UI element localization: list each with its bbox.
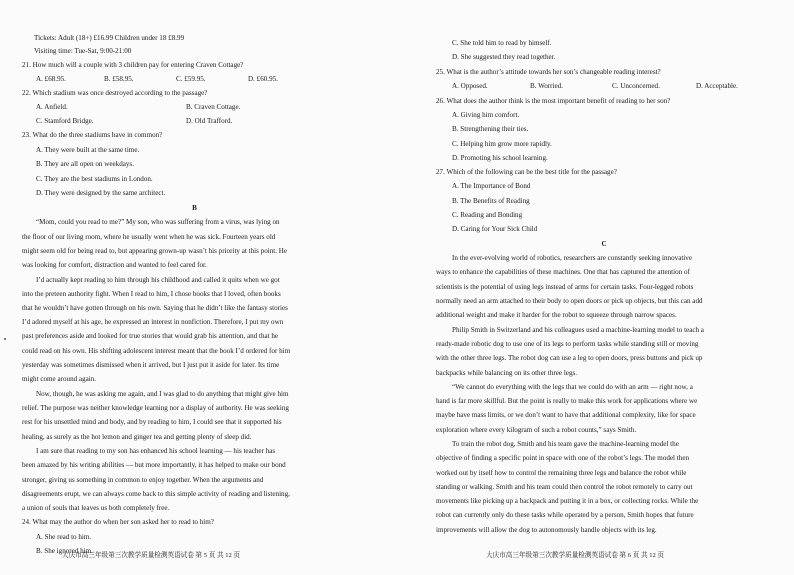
right-page-footer: 大庆市高三年级第三次教学质量检测英语试卷 第 6 页 共 12 页 <box>486 552 665 559</box>
passage-b-line: Now, though, he was asking me again, and I was glad to do anything that might give him <box>36 390 289 398</box>
q23-stem: 23. What do the three stadiums have in common? <box>22 131 163 139</box>
passage-c-line: robot can currently only do these tasks while operated by a person, Smith hopes that future <box>436 511 694 519</box>
section-b-heading: B <box>192 204 197 212</box>
passage-c-line: worked out by itself how to control the remaining three legs and balance the robot while <box>436 469 687 477</box>
passage-b-line: into the preteen authority fight. When I read to him, I chose books that I loved, often books <box>22 290 281 298</box>
passage-b-line: stronger, giving us something in common to enjoy together. When the arguments and <box>22 476 264 484</box>
q27-option-a[interactable]: A. The Importance of Bond <box>452 182 531 190</box>
q26-option-c[interactable]: C. Helping him grow more rapidly. <box>452 140 552 148</box>
q26-stem: 26. What does the author think is the most important benefit of reading to her son? <box>436 97 671 105</box>
passage-c-line: exploration where every kilogram of such a robot counts,” says Smith. <box>436 426 637 434</box>
q22-stem: 22. Which stadium was once destroyed according to the passage? <box>22 89 208 97</box>
q23-option-d[interactable]: D. They were designed by the same architect. <box>36 189 166 197</box>
passage-c-line: hand is far more skillful. But the point is really to make this work for applications where we <box>436 397 698 405</box>
passage-c-line: scientists is the potential of using legs instead of arms for certain tasks. Four-legged robots <box>436 283 694 291</box>
passage-c-line: improvements will allow the dog to autonomously handle objects with its leg. <box>436 526 657 534</box>
q21-stem: 21. How much will a couple with 3 children pay for entering Craven Cottage? <box>22 61 244 69</box>
passage-c-line: maybe have mass limits, or we don’t want to have that additional complexity, like for space <box>436 411 696 419</box>
passage-b-line: that he wouldn’t have gotten through on his own. Saying that he didn’t like the fantasy stories <box>22 304 288 312</box>
q23-option-a[interactable]: A. They were built at the same time. <box>36 146 140 154</box>
passage-c-line: additional weight and make it harder for the robot to squeeze through narrow spaces. <box>436 311 677 319</box>
passage-c-line: objective of finding a specific point in space with one of the robot’s legs. The model then <box>436 454 690 462</box>
q22-option-c[interactable]: C. Stamford Bridge. <box>36 117 94 125</box>
passage-b-line: might come around again. <box>22 375 97 383</box>
q25-stem: 25. What is the author’s attitude towards her son’s changeable reading interest? <box>436 68 661 76</box>
q25-option-c[interactable]: C. Unconcerned. <box>612 82 660 90</box>
q27-option-c[interactable]: C. Reading and Bonding <box>452 211 523 219</box>
passage-c-line: backpacks while balancing on its other three legs. <box>436 369 578 377</box>
passage-b-line: a union of souls that leaves us both completely free. <box>22 504 170 512</box>
passage-b-line: disagreements erupt, we can always come back to this simple activity of reading and listening, <box>22 490 290 498</box>
passage-c-line: standing or walking. Smith and his team could then control the robot remotely to carry out <box>436 483 693 491</box>
passage-b-line: yesterday was sometimes dismissed when it arrived, but I just put it aside for later. Its time <box>22 361 280 369</box>
left-page-footer: 大庆市高三年级第三次教学质量检测英语试卷 第 5 页 共 12 页 <box>62 552 241 559</box>
passage-b-line: could read on his own. His shifting adolescent interest meant that the book I’d ordered for him <box>22 347 291 355</box>
passage-b-line: rest for his unsettled mind and body, and by reading to him, I could see that it supported his <box>22 418 282 426</box>
scan-speck <box>4 338 6 340</box>
passage-c-line: ways to enhance the capabilities of these machines. One that has captured the attention of <box>436 268 690 276</box>
q22-option-d[interactable]: D. Old Trafford. <box>186 117 233 125</box>
q27-option-b[interactable]: B. The Benefits of Reading <box>452 197 530 205</box>
q23-option-b[interactable]: B. They are all open on weekdays. <box>36 160 134 168</box>
passage-c-line: normally need an arm attached to their body to open doors or pick up objects, but this can add <box>436 297 703 305</box>
q24-option-c[interactable]: C. She told him to read by himself. <box>452 39 552 47</box>
passage-b-line: been amazed by his writing abilities — but more importantly, it has helped to make our bond <box>22 461 286 469</box>
passage-b-line: relief. The purpose was neither knowledge learning nor a display of authority. He was seeking <box>22 404 289 412</box>
q26-option-d[interactable]: D. Promoting his school learning. <box>452 154 548 162</box>
q21-option-b[interactable]: B. £58.95. <box>104 75 134 83</box>
q22-option-a[interactable]: A. Anfield. <box>36 103 68 111</box>
passage-b-line: “Mom, could you read to me?” My son, who was suffering from a virus, was lying on <box>36 218 280 226</box>
q26-option-b[interactable]: B. Strengthening their ties. <box>452 125 529 133</box>
passage-b-line: I’d adored myself at his age, he expressed an interest in nonfiction. Therefore, I put my own <box>22 318 284 326</box>
ticket-prices: Tickets: Adult (18+) £16.99 Children under 18 £8.99 <box>34 34 185 42</box>
passage-c-line: ready-made robotic dog to use one of its legs to perform tasks while standing still or moving <box>436 340 699 348</box>
passage-b-line: I am sure that reading to my son has enhanced his school learning — his teacher has <box>36 447 276 455</box>
visiting-time: Visiting time: Tue-Sat, 9:00-21:00 <box>34 47 132 55</box>
q22-option-b[interactable]: B. Craven Cottage. <box>186 103 241 111</box>
q24-option-b[interactable]: B. She ignored him. <box>36 547 93 555</box>
passage-b-line: past preferences aside and looked for true stories that would grab his attention, and that he <box>22 332 279 340</box>
q21-option-d[interactable]: D. £60.95. <box>248 75 278 83</box>
q21-options <box>36 74 356 85</box>
q23-option-c[interactable]: C. They are the best stadiums in London. <box>36 175 153 183</box>
q26-option-a[interactable]: A. Giving him comfort. <box>452 111 520 119</box>
passage-b-line: might seem old for being read to, but appearing grown-up wasn’t his priority at this point. He <box>22 247 288 255</box>
q25-option-d[interactable]: D. Acceptable. <box>696 82 738 90</box>
q25-option-b[interactable]: B. Worried. <box>530 82 563 90</box>
q25-options <box>452 81 772 92</box>
q22-options-row2 <box>36 116 356 127</box>
passage-b-line: I’d actually kept reading to him through his childhood and called it quits when we got <box>36 276 280 284</box>
q25-option-a[interactable]: A. Opposed. <box>452 82 488 90</box>
passage-c-line: Philip Smith in Switzerland and his colleagues used a machine-learning model to teach a <box>452 326 704 334</box>
q24-option-a[interactable]: A. She read to him. <box>36 533 92 541</box>
q24-option-d[interactable]: D. She suggested they read together. <box>452 53 556 61</box>
passage-c-line: To train the robot dog, Smith and his team gave the machine-learning model the <box>452 440 679 448</box>
passage-b-line: the floor of our living room, where he usually went when he was sick. Fourteen years old <box>22 233 276 241</box>
q27-stem: 27. Which of the following can be the best title for the passage? <box>436 168 617 176</box>
section-c-heading: C <box>601 240 607 248</box>
passage-b-line: was looking for comfort, distraction and wanted to feel cared for. <box>22 261 207 269</box>
passage-b-line: healing, as surely as the hot lemon and ginger tea and getting plenty of sleep did. <box>22 433 252 441</box>
q27-option-d[interactable]: D. Caring for Your Sick Child <box>452 225 538 233</box>
q21-option-c[interactable]: C. £59.95. <box>176 75 206 83</box>
passage-c-line: with the other three legs. The robot dog can use a leg to open doors, press buttons and pick up <box>436 354 703 362</box>
passage-c-line: movements like picking up a backpack and putting it in a box, or collecting rocks. While the <box>436 497 699 505</box>
passage-c-line: In the ever-evolving world of robotics, researchers are constantly seeking innovative <box>452 254 692 262</box>
q22-options-row1 <box>36 102 356 113</box>
q24-stem: 24. What may the author do when her son asked her to read to him? <box>22 518 214 526</box>
passage-c-line: “We cannot do everything with the legs that we could do with an arm — right now, a <box>452 383 693 391</box>
q21-option-a[interactable]: A. £68.95. <box>36 75 66 83</box>
